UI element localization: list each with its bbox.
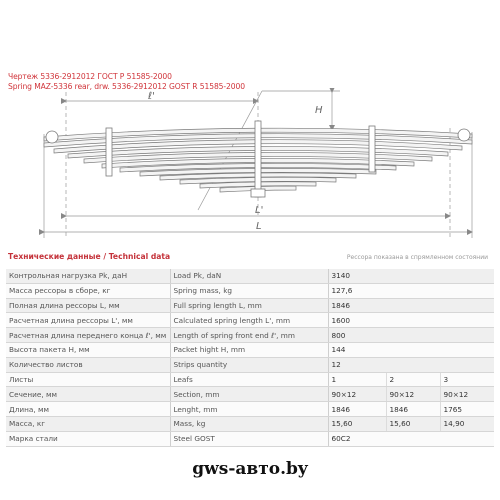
leaf-table-row bbox=[6, 402, 494, 417]
leaf-2-value: 15,60 bbox=[386, 416, 440, 431]
leaf-2-value: 90×12 bbox=[386, 387, 440, 402]
leaf-param-ru: Масса, кг bbox=[6, 416, 170, 431]
label-full-length: L bbox=[256, 221, 262, 232]
param-en: Full spring length L, mm bbox=[170, 298, 328, 313]
label-calc-length: L' bbox=[255, 205, 264, 216]
param-en: Load Pk, daN bbox=[170, 269, 328, 283]
param-ru: Высота пакета H, мм bbox=[6, 342, 170, 357]
leaf-table-row bbox=[6, 387, 494, 402]
param-ru: Контрольная нагрузка Pk, даН bbox=[6, 269, 170, 283]
leaf-param-ru: Сечение, мм bbox=[6, 387, 170, 402]
leaf-table-row bbox=[6, 372, 494, 387]
leaf-param-ru: Листы bbox=[6, 372, 170, 387]
leaf-1-value: 90×12 bbox=[328, 387, 386, 402]
drawing-title-ru: Чертеж 5336-2912012 ГОСТ Р 51585-2000 bbox=[8, 72, 172, 81]
table-row bbox=[6, 298, 494, 313]
param-value: 12 bbox=[328, 357, 494, 372]
leaf-2-value: 1846 bbox=[386, 402, 440, 417]
param-value: 144 bbox=[328, 342, 494, 357]
leaf-spring-drawing bbox=[0, 88, 500, 248]
spec-table bbox=[6, 269, 494, 447]
param-en: Spring mass, kg bbox=[170, 283, 328, 298]
technical-data-heading: Технические данные / Technical data bbox=[8, 252, 171, 261]
table-row bbox=[6, 342, 494, 357]
leaf-param-en: Mass, kg bbox=[170, 416, 328, 431]
leaf-param-en: Section, mm bbox=[170, 387, 328, 402]
param-value: 800 bbox=[328, 328, 494, 343]
leaf-3-value: 14,90 bbox=[440, 416, 494, 431]
param-value: 127,6 bbox=[328, 283, 494, 298]
table-row bbox=[6, 269, 494, 283]
clamp-right bbox=[369, 126, 375, 172]
label-height: H bbox=[315, 105, 323, 116]
leaf-3-value: 1765 bbox=[440, 402, 494, 417]
front-eye bbox=[46, 131, 58, 143]
leaf-3-value: 3 bbox=[440, 372, 494, 387]
param-ru: Расчетная длина переднего конца ℓ', мм bbox=[6, 328, 170, 343]
center-bolt bbox=[255, 121, 261, 197]
leaf-1-value: 1846 bbox=[328, 402, 386, 417]
leaf-1-value: 15,60 bbox=[328, 416, 386, 431]
table-row bbox=[6, 283, 494, 298]
site-watermark: gws-авто.by bbox=[192, 459, 308, 479]
drawing-title-en: Spring MAZ-5336 rear, drw. 5336-2912012 GOST R 51585-2000 bbox=[8, 82, 245, 91]
param-ru: Расчетная длина рессоры L', мм bbox=[6, 313, 170, 328]
leaf-param-en: Lenght, mm bbox=[170, 402, 328, 417]
table-row bbox=[6, 431, 494, 446]
leaf-1-value: 1 bbox=[328, 372, 386, 387]
label-front-end: ℓ' bbox=[148, 91, 155, 102]
param-ru: Масса рессоры в сборе, кг bbox=[6, 283, 170, 298]
param-value: 3140 bbox=[328, 269, 494, 283]
table-row bbox=[6, 313, 494, 328]
param-en: Length of spring front end ℓ', mm bbox=[170, 328, 328, 343]
steel-grade-ru: Марка стали bbox=[6, 431, 170, 446]
table-row bbox=[6, 328, 494, 343]
straightened-note: Рессора показана в спрямленном состоянии bbox=[346, 254, 488, 261]
leaf-param-ru: Длина, мм bbox=[6, 402, 170, 417]
table-row bbox=[6, 357, 494, 372]
leaf-2-value: 2 bbox=[386, 372, 440, 387]
clamp-left bbox=[106, 128, 112, 176]
center-nut bbox=[251, 189, 265, 197]
steel-grade-value: 60С2 bbox=[328, 431, 494, 446]
param-value: 1600 bbox=[328, 313, 494, 328]
param-ru: Количество листов bbox=[6, 357, 170, 372]
param-en: Strips quantity bbox=[170, 357, 328, 372]
leaf-table-row bbox=[6, 416, 494, 431]
steel-grade-en: Steel GOST bbox=[170, 431, 328, 446]
rear-eye bbox=[458, 129, 470, 141]
param-en: Calculated spring length L', mm bbox=[170, 313, 328, 328]
leaf-param-en: Leafs bbox=[170, 372, 328, 387]
leaf-3-value: 90×12 bbox=[440, 387, 494, 402]
param-value: 1846 bbox=[328, 298, 494, 313]
param-en: Packet hight H, mm bbox=[170, 342, 328, 357]
param-ru: Полная длина рессоры L, мм bbox=[6, 298, 170, 313]
